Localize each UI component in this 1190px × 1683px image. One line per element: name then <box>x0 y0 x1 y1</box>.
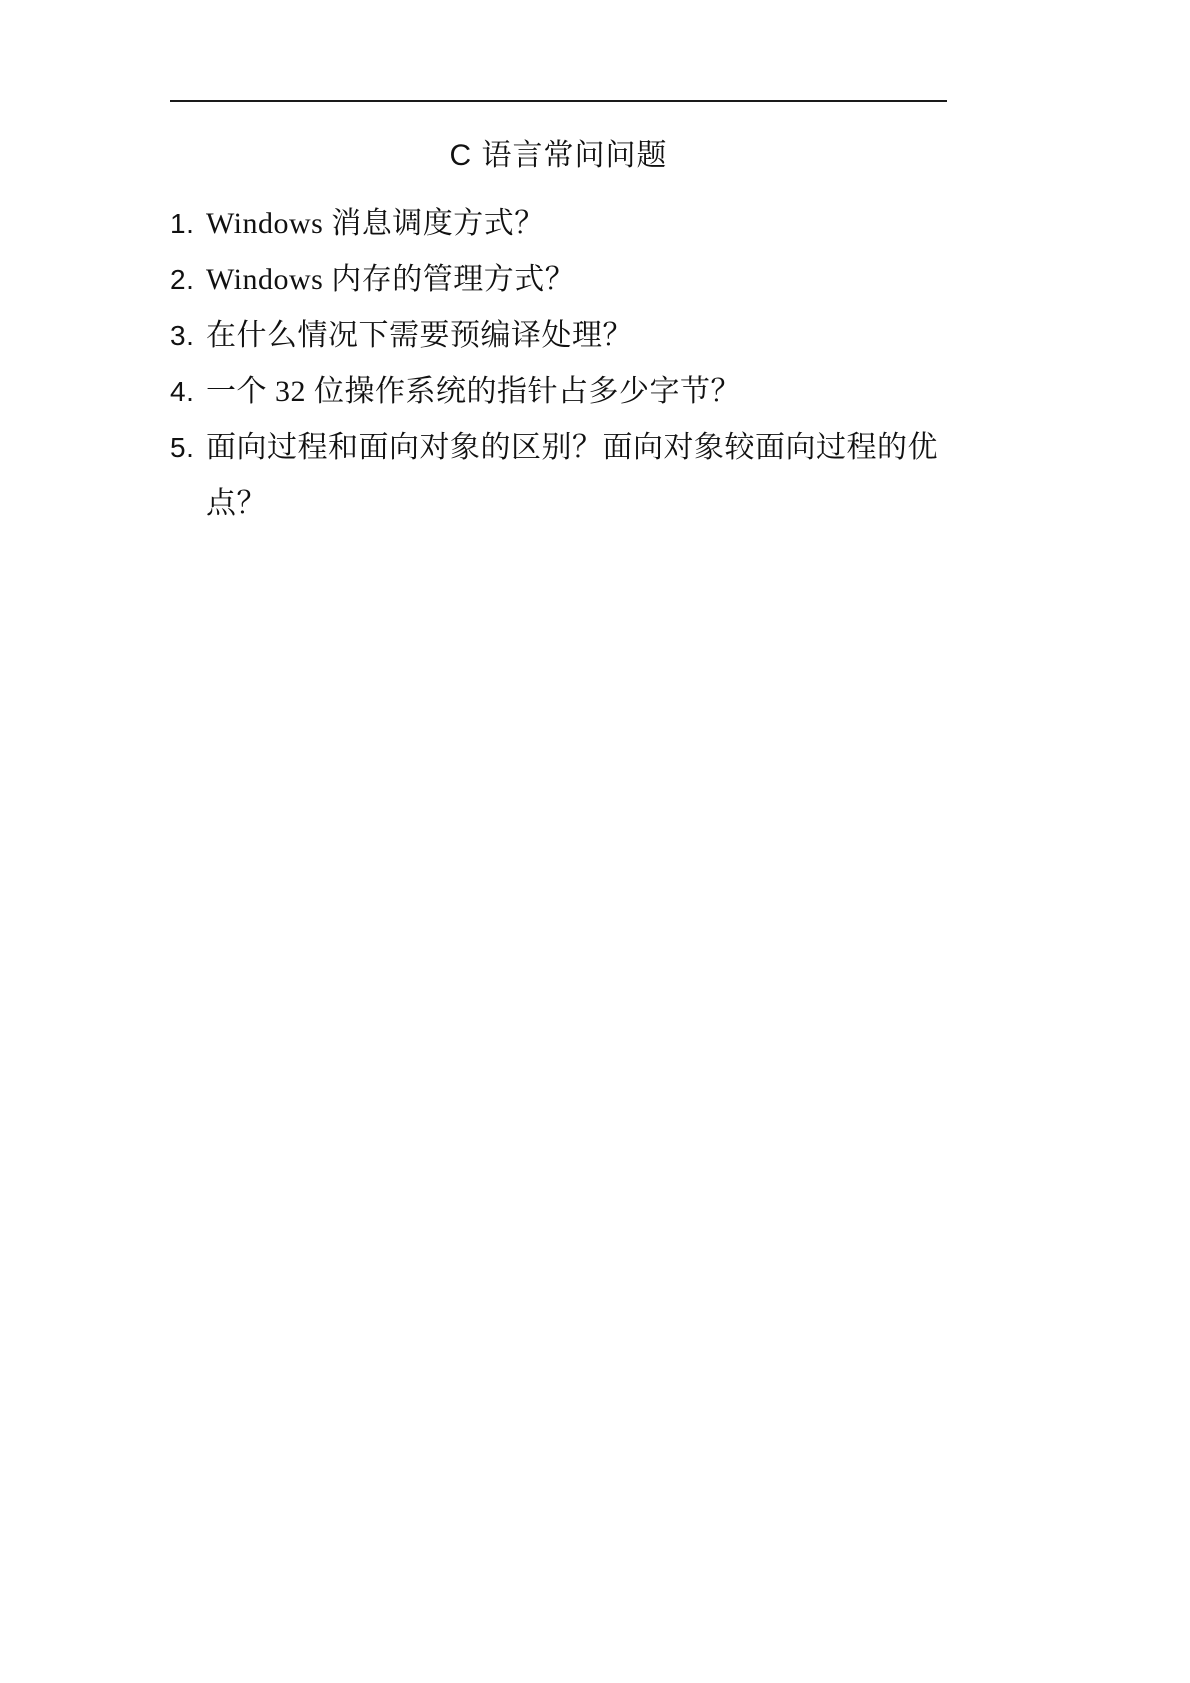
list-item-text: Windows 内存的管理方式？ <box>206 263 576 296</box>
list-item-number: 2. <box>170 264 195 295</box>
list-item <box>170 420 970 532</box>
list-item-text: Windows 消息调度方式？ <box>206 207 545 240</box>
list-item <box>170 252 970 308</box>
list-item-text: 面向过程和面向对象的区别？面向对象较面向过程的优点？ <box>206 431 938 520</box>
list-item-text: 在什么情况下需要预编译处理？ <box>206 319 633 352</box>
list-item-number: 5. <box>170 432 195 463</box>
list-item <box>170 196 970 252</box>
page-title: C 语言常问问题 <box>449 139 668 172</box>
list-item-number: 1. <box>170 208 195 239</box>
list-item <box>170 364 970 420</box>
list-item-text: 一个 32 位操作系统的指针占多少字节？ <box>206 375 741 408</box>
header-divider <box>170 100 947 102</box>
question-list <box>170 196 970 532</box>
list-item-number: 3. <box>170 320 195 351</box>
list-item <box>170 308 970 364</box>
list-item-number: 4. <box>170 376 195 407</box>
